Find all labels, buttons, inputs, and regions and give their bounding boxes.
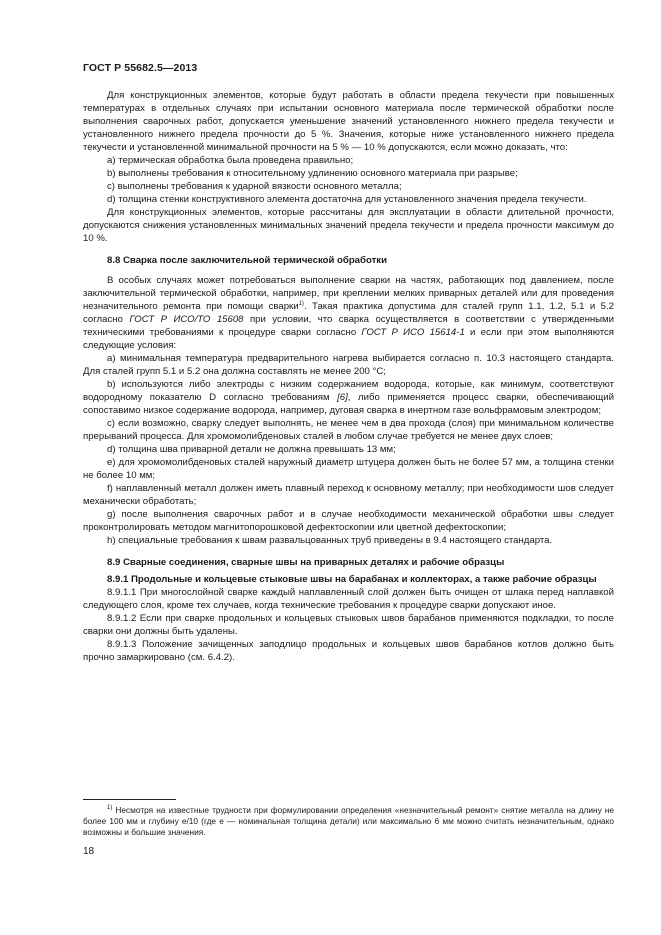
section-8-8-item-f: f) наплавленный металл должен иметь плавный переход к основному металлу; при необходимости шов следует механически обработать; — [83, 483, 614, 507]
document-header: ГОСТ Р 55682.5—2013 — [83, 62, 198, 74]
bibliography-reference: [6] — [337, 392, 348, 403]
section-8-8-heading: 8.8 Сварка после заключительной термической обработки — [107, 255, 387, 266]
section-8-8-item-b: b) используются либо электроды с низким содержанием водорода, которые, как минимум, соответствуют водородному показателю D согласно требованиям [6], либо применяется процесс сварки, обеспечивающий сопоставимо низкое содержание водорода, например, дуговая сварка в инертном газе вольфрамовым электродом; — [83, 379, 614, 416]
section-8-8-item-d: d) толщина шва приварной детали не должна превышать 13 мм; — [107, 444, 396, 455]
section-8-8-item-g: g) после выполнения сварочных работ и в случае необходимости механической обработки швы следует проконтролировать методом магнитопорошковой дефектоскопии или цветной дефектоскопии; — [83, 509, 614, 533]
footnote-marker: 1) — [107, 805, 113, 811]
footnote-reference[interactable]: 1) — [298, 301, 304, 307]
section-8-9-heading: 8.9 Сварные соединения, сварные швы на приварных деталях и рабочие образцы — [107, 557, 505, 568]
intro-paragraph: Для конструкционных элементов, которые будут работать в области предела текучести при повышенных температурах в отдельных случаях при испытании основного материала после термической обработки после выполнения сварочных работ, допускается уменьшение значений установленного нижнего предела текучести и установленного нижнего предела прочности до 5 %. Значения, которые ниже установленного нижнего предела текучести и установленной минимальной прочности на 5 % — 10 % допускаются, если можно доказать, что: — [83, 90, 614, 153]
section-8-8-item-e: e) для хромомолибденовых сталей наружный диаметр штуцера должен быть не более 57 мм, а толщина стенки не более 10 мм; — [83, 457, 614, 481]
standard-reference-iso-15608: ГОСТ Р ИСО/ТО 15608 — [129, 314, 244, 325]
section-8-8-item-a: а) минимальная температура предварительного нагрева выбирается согласно п. 10.3 настоящего стандарта. Для сталей групп 5.1 и 5.2 она должна составлять не менее 200 °С; — [83, 353, 614, 377]
document-body — [83, 89, 614, 664]
footnote-divider — [83, 799, 176, 800]
intro-paragraph-2: Для конструкционных элементов, которые рассчитаны для эксплуатации в области длительной прочности, допускаются снижения установленных минимальных значений предела текучести и предела прочности максимум до 10 %. — [83, 207, 614, 244]
section-8-8-item-h: h) специальные требования к швам развальцованных труб приведены в 9.4 настоящего стандарта. — [107, 535, 553, 546]
intro-item-d: d) толщина стенки конструктивного элемента достаточна для установленного значения предела текучести. — [107, 194, 587, 205]
footnote-text: Несмотря на известные трудности при формулировании определения «незначительный ремонт» снятие металла на длину не более 100 мм и глубину e/10 (где e — номинальная толщина детали) или максимально 6 мм можно считать незначительным, однако возможны и большие значения. — [83, 805, 614, 838]
intro-item-b: b) выполнены требования к относительному удлинению основного материала при разрыве; — [107, 168, 518, 179]
intro-item-c: c) выполнены требования к ударной вязкости основного металла; — [107, 181, 402, 192]
standard-reference-iso-15614: ГОСТ Р ИСО 15614-1 — [361, 327, 465, 338]
section-8-9-1-heading: 8.9.1 Продольные и кольцевые стыковые швы на барабанах и коллекторах, а также рабочие образцы — [107, 574, 597, 585]
section-8-9-1-1-paragraph: 8.9.1.1 При многослойной сварке каждый наплавленный слой должен быть очищен от шлака перед наплавкой следующего слоя, кроме тех случаев, когда технические требования к процедуре сварки допускают иное. — [83, 587, 614, 611]
section-8-8-item-c: c) если возможно, сварку следует выполнять, не менее чем в два прохода (слоя) при минимальном количестве прерываний процесса. Для хромомолибденовых сталей в любом случае требуется не менее двух слоев; — [83, 418, 614, 442]
intro-item-a: а) термическая обработка была проведена правильно; — [107, 155, 354, 166]
page-number: 18 — [83, 846, 95, 857]
section-8-9-1-3-paragraph: 8.9.1.3 Положение зачищенных заподлицо продольных и кольцевых швов барабанов котлов должно быть прочно замаркировано (см. 6.4.2). — [83, 639, 614, 663]
section-8-8-paragraph: В особых случаях может потребоваться выполнение сварки на частях, работающих под давлением, после заключительной термической обработки, например, при креплении мелких приварных деталей или для проведения незначительного ремонта при помощи сварки$^{1)}$. Такая практика допустима для сталей групп 1.1, 1.2, 5.1 и 5.2 согласно ГОСТ Р ИСО/ТО 15608 при условии, что сварка осуществляется в соответствии с утвержденными техническими требованиями к процедуре сварки согласно ГОСТ Р ИСО 15614-1 и если при этом выполняются следующие условия: — [83, 275, 615, 351]
section-8-9-1-2-paragraph: 8.9.1.2 Если при сварке продольных и кольцевых стыковых швов барабанов применяются подкладки, то после сварки они должны быть удалены. — [83, 613, 614, 637]
footnote — [83, 805, 614, 839]
